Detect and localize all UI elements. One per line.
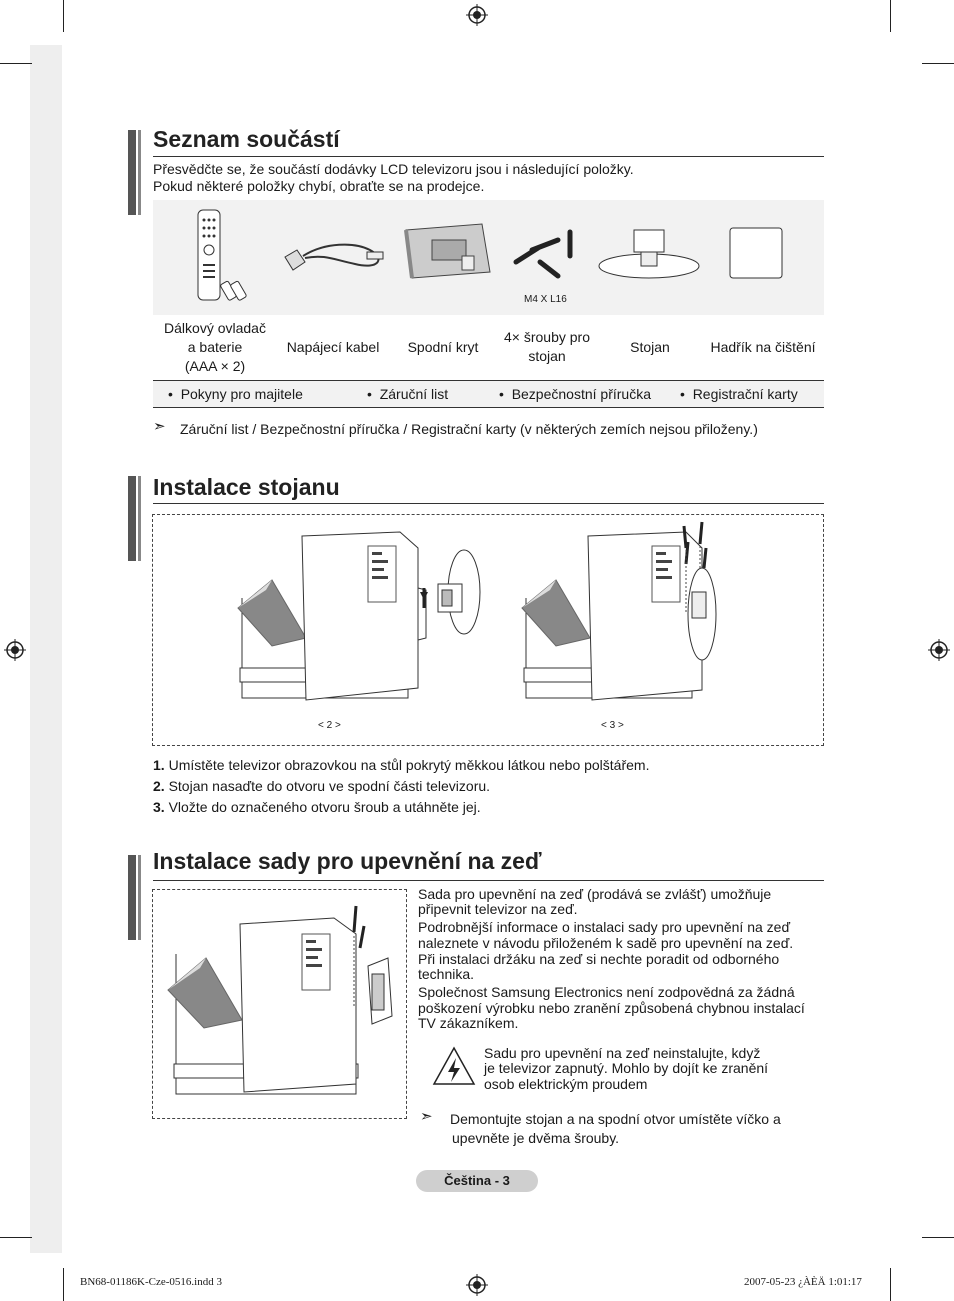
note-text: Záruční list / Bezpečnostní příručka / Registrační karty (v některých zemích nejsou přiloženy.) [180, 421, 758, 437]
part-label: Spodní kryt [407, 339, 479, 355]
crop-mark [63, 1268, 64, 1301]
footer-file-info: BN68-01186K-Cze-0516.indd 3 [80, 1276, 222, 1288]
note-arrow-icon: ➣ [153, 418, 166, 435]
screw-spec-label: M4 X L16 [524, 294, 567, 305]
wall-mount-figure [160, 896, 400, 1110]
wall-mount-text: Při instalaci držáku na zeď si nechte poradit od odborného [418, 951, 780, 967]
part-label: Stojan [630, 339, 670, 355]
registration-mark-icon [928, 639, 950, 661]
part-label: Hadřík na čištění [710, 339, 816, 355]
crop-mark [63, 0, 64, 32]
section-marker [128, 130, 142, 215]
section-title-parts: Seznam součástí [153, 126, 340, 152]
section-marker [128, 855, 142, 940]
divider [153, 880, 824, 881]
wall-mount-text: Podrobnější informace o instalaci sady pro upevnění na zeď [418, 919, 791, 935]
divider [153, 156, 824, 157]
part-label: Dálkový ovladač a baterie (AAA × 2) [164, 320, 266, 374]
divider [153, 407, 824, 408]
wall-mount-text: technika. [418, 966, 475, 982]
note-text: Demontujte stojan a na spodní otvor umístěte víčko a [450, 1111, 781, 1127]
part-label: Napájecí kabel [286, 339, 380, 355]
warning-text: Sadu pro upevnění na zeď neinstalujte, když [484, 1045, 761, 1061]
wall-mount-text: TV zákazníkem. [418, 1015, 519, 1031]
wall-mount-text: naleznete v návodu přiloženém k sadě pro upevnění na zeď. [418, 935, 794, 951]
wall-mount-text: Sada pro upevnění na zeď (prodává se zvlášť) umožňuje [418, 886, 772, 902]
warning-text: je televizor zapnutý. Mohlo by dojít ke zranění [484, 1060, 769, 1076]
document-item: • Pokyny pro majitele [168, 386, 303, 402]
remote-control-icon [192, 208, 252, 304]
wall-mount-text: připevnit televizor na zeď. [418, 901, 578, 917]
intro-text: Přesvědčte se, že součástí dodávky LCD televizoru jsou i následující položky. [153, 161, 634, 177]
side-margin-band [30, 45, 62, 1253]
bottom-cover-icon [402, 222, 494, 280]
section-title-stand: Instalace stojanu [153, 474, 340, 500]
registration-mark-icon [466, 1274, 488, 1296]
crop-mark [0, 1237, 32, 1238]
electric-warning-icon [432, 1046, 476, 1088]
screws-icon [508, 226, 580, 284]
document-item: • Bezpečnostní příručka [499, 386, 651, 402]
stand-install-figure-2 [232, 528, 500, 710]
wall-mount-text: poškození výrobku nebo zranění způsobená chybnou instalací [418, 1000, 805, 1016]
cleaning-cloth-icon [726, 226, 786, 280]
wall-mount-text: Společnost Samsung Electronics není zodpovědná za žádná [418, 984, 795, 1000]
crop-mark [0, 63, 32, 64]
section-marker [128, 476, 142, 561]
figure-label: < 3 > [601, 720, 624, 731]
warning-text: osob elektrickým proudem [484, 1076, 648, 1092]
step-item: 2. Stojan nasaďte do otvoru ve spodní části televizoru. [153, 778, 491, 794]
note-text: upevněte je dvěma šrouby. [452, 1130, 620, 1146]
intro-text: Pokud některé položky chybí, obraťte se na prodejce. [153, 178, 485, 194]
crop-mark [890, 1268, 891, 1301]
document-item: • Záruční list [367, 386, 449, 402]
registration-mark-icon [4, 639, 26, 661]
crop-mark [922, 1237, 954, 1238]
page-number-badge: Čeština - 3 [416, 1170, 538, 1192]
crop-mark [890, 0, 891, 32]
footer-timestamp: 2007-05-23 ¿ÀÈÄ 1:01:17 [744, 1276, 862, 1288]
crop-mark [922, 63, 954, 64]
section-title-wall-mount: Instalace sady pro upevnění na zeď [153, 848, 542, 874]
figure-label: < 2 > [318, 720, 341, 731]
note-arrow-icon: ➣ [420, 1108, 433, 1125]
step-item: 1. Umístěte televizor obrazovkou na stůl pokrytý měkkou látkou nebo polštářem. [153, 757, 650, 773]
step-item: 3. Vložte do označeného otvoru šroub a utáhněte jej. [153, 799, 481, 815]
part-label: 4× šrouby pro stojan [504, 329, 590, 364]
divider [153, 503, 824, 504]
stand-install-figure-3 [516, 520, 738, 710]
stand-icon [596, 226, 702, 286]
power-cord-icon [275, 222, 395, 282]
document-item: • Registrační karty [680, 386, 798, 402]
registration-mark-icon [466, 4, 488, 26]
